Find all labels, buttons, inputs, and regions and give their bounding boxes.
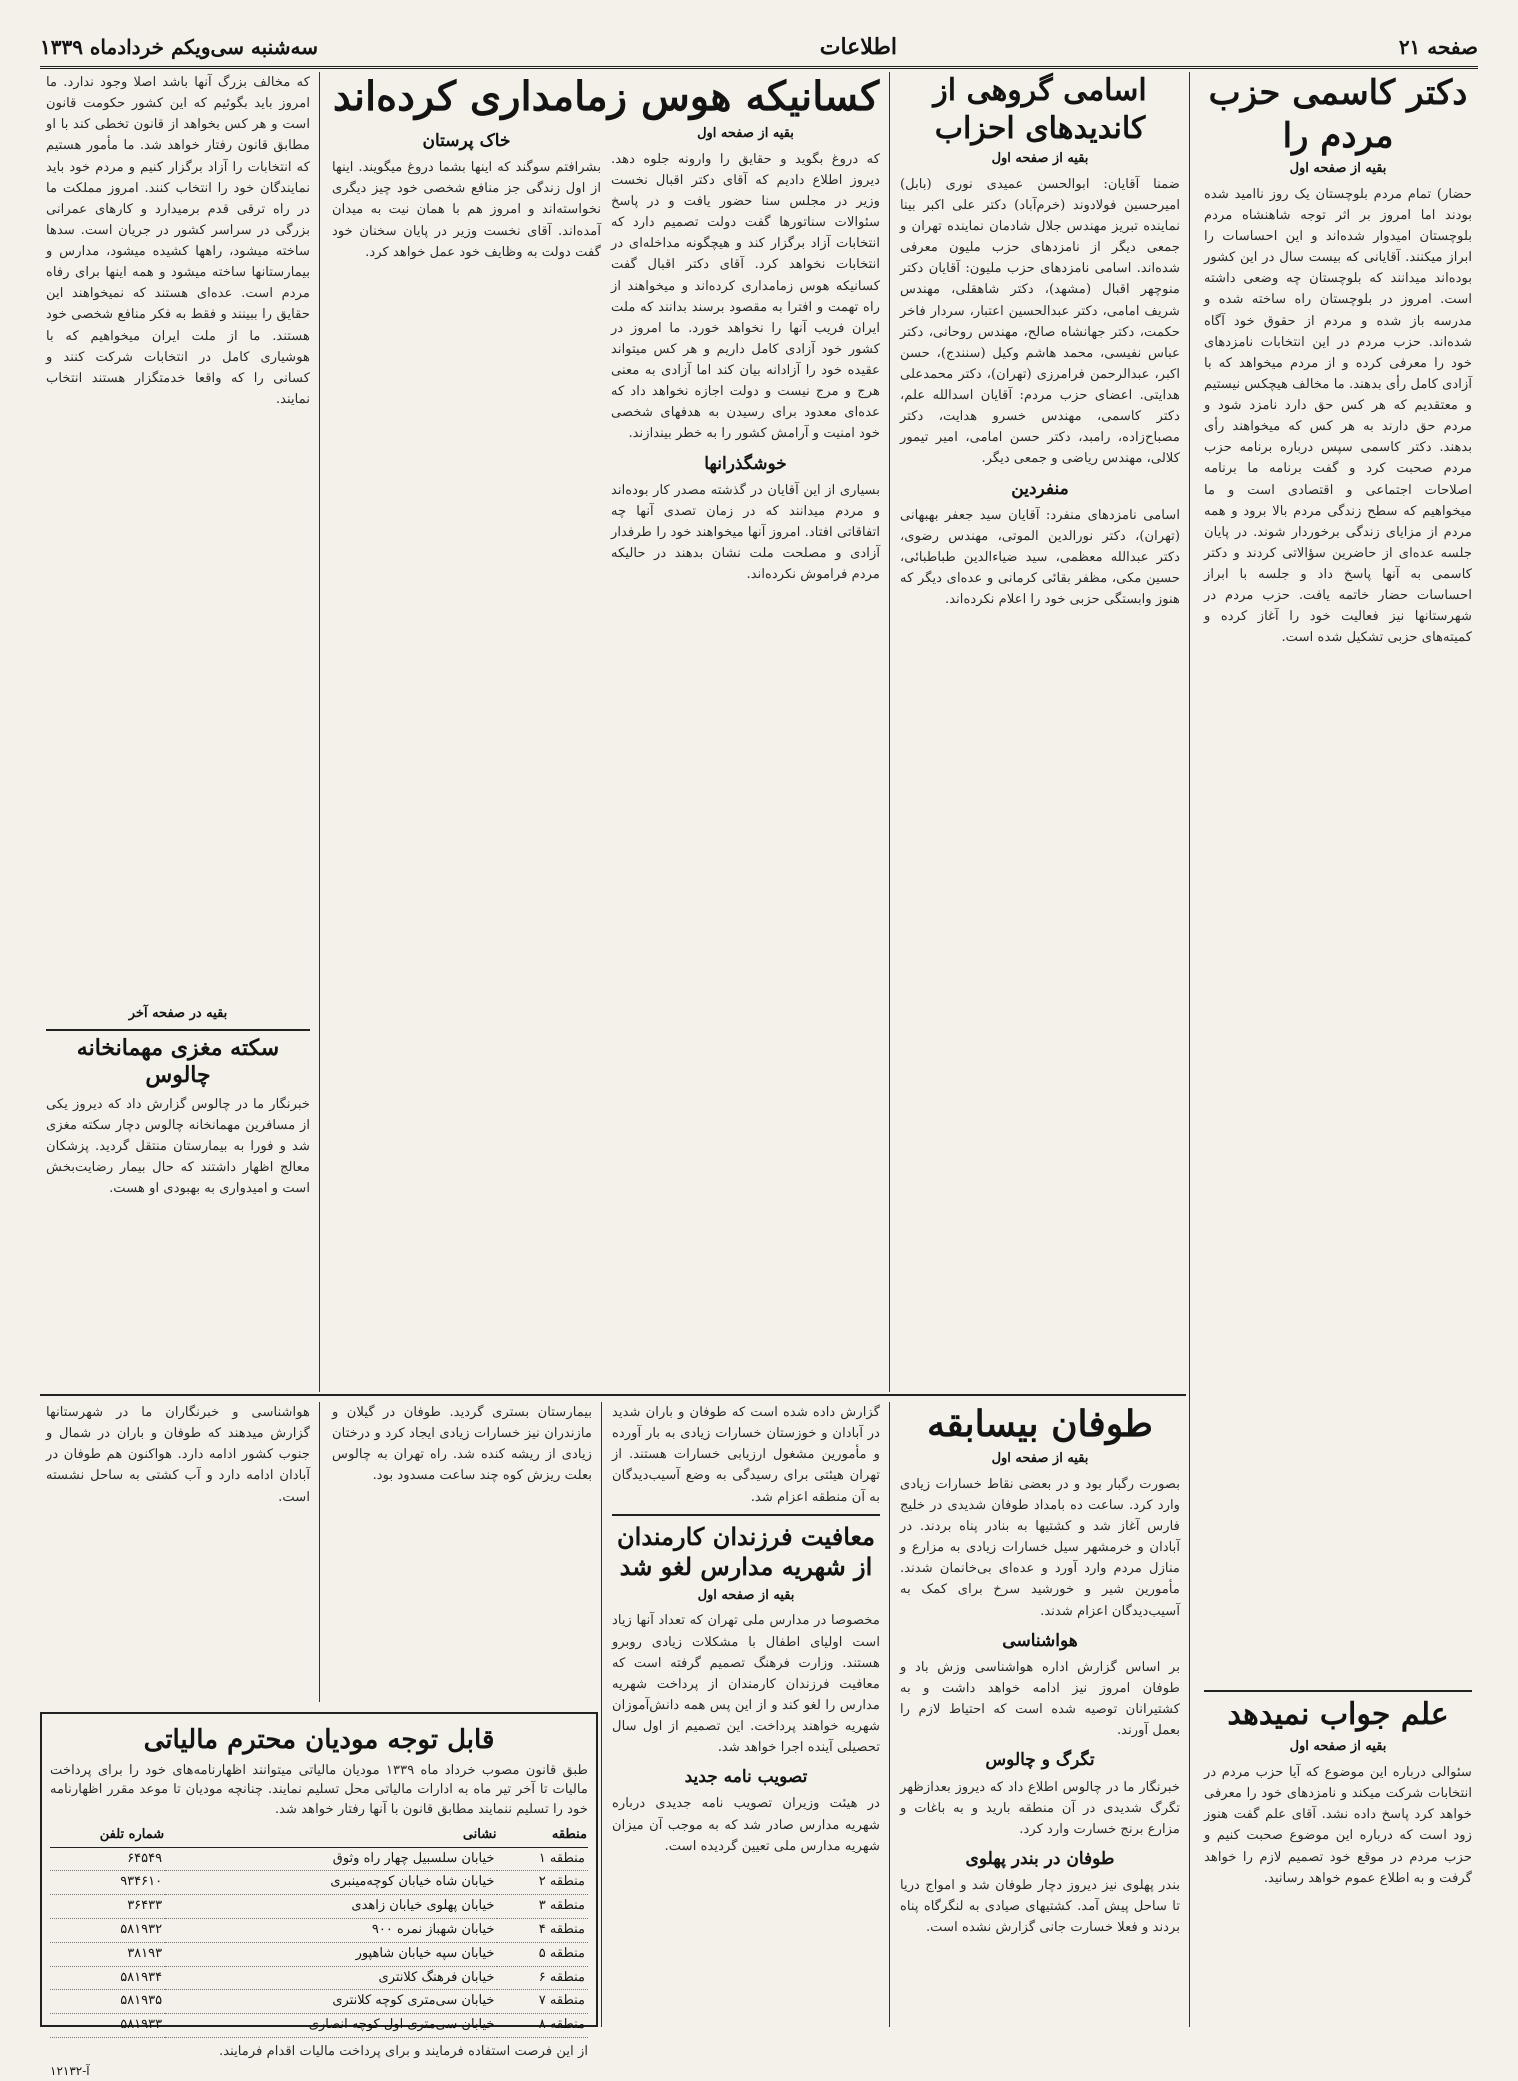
article-body-2: بسیاری از این آقایان در گذشته مصدر کار بوده‌اند و مردم میدانند که در زمان تصدی آنها چه اتفاقاتی افتاد. امروز آنها میخواهند خود را طرفدار آزادی و مصلحت ملت نشان بدهند در حالیکه مردم فراموش نکرده‌اند.	[611, 482, 880, 583]
section-independents: منفردین	[1011, 478, 1069, 499]
article-body-3: بشرافتم سوگند که اینها بشما دروغ میگویند. اینها از اول زندگی جز منافع شخصی خود چیز دیگری نخواسته‌اند و امروز هم با همان نیت به میدان آمده‌اند. آقای نخست وزیر در پایان سخنان خود گفت دولت به وظایف خود عمل خواهد کرد.	[332, 160, 601, 260]
headline-kasemi: دکتر کاسمی حزب مردم را	[1208, 73, 1468, 156]
tax-notice-body: طبق قانون مصوب خرداد ماه ۱۳۳۹ مودیان مالیاتی میتوانند اظهارنامه‌های خود را برای پرداخت مالیات تا آخر تیر ماه به ادارات مالیاتی محل تسلیم نمایند. چنانچه مودیان تا موعد مقرر اظهارنامه خود را تسلیم ننمایند مطابق قانون با آنها رفتار خواهد شد.	[50, 1762, 589, 1818]
article-body-2: بر اساس گزارش اداره هواشناسی وزش باد و طوفان امروز نیز ادامه خواهد داشت و به کشتیرانان توصیه شده است که احتیاط لازم را بعمل آورند.	[900, 1659, 1180, 1739]
page-number: صفحه ۲۱	[1398, 35, 1478, 59]
tax-notice-headline: قابل توجه مودیان محترم مالیاتی	[143, 1725, 495, 1755]
article-body-exemption: مخصوصا در مدارس ملی تهران که تعداد آنها زیاد است اولیای اطفال با مشکلات زیادی روبرو هستند. وزارت فرهنگ تصمیم گرفته است که معافیت فرزندان کارمندان از پرداخت شهریه مدارس را لغو کند و از این پس همه دانش‌آموزان شهریه خواهند پرداخت. این تصمیم از اول سال تحصیلی آینده اجرا خواهد شد.	[612, 1613, 880, 1756]
column-candidates	[894, 72, 1186, 1392]
table-row: منطقه ۳ خیابان پهلوی خیابان زاهدی ۳۶۴۳۳	[50, 1895, 588, 1919]
article-body-hospital: بیمارستان بستری گردید. طوفان در گیلان و مازندران نیز خسارات زیادی ایجاد کرد و درختان زیادی از ریشه کنده شد. راه تهران به چالوس بعلت ریزش کوه چند ساعت مسدود بود.	[332, 1405, 592, 1484]
tax-notice	[40, 1712, 598, 2078]
headline-storm: طوفان بیسابقه	[927, 1403, 1153, 1445]
continued-label: بقیه از صفحه اول	[991, 151, 1089, 166]
issue-date: سه‌شنبه سی‌ویکم خردادماه ۱۳۳۹	[40, 35, 318, 59]
section-pahlavi: طوفان در بندر پهلوی	[965, 1848, 1115, 1869]
article-grid	[40, 72, 1478, 2078]
table-row: منطقه ۴ خیابان شهباز نمره ۹۰۰ ۵۸۱۹۳۲	[50, 1919, 588, 1943]
column-storm	[894, 1402, 1186, 2027]
article-body: که دروغ بگوید و حقایق را وارونه جلوه دهد. دیروز اطلاع دادیم که آقای دکتر اقبال نخست وزیر در مجلس سنا حضور یافت و در پاسخ سئوالات سناتورها گفت دولت تصمیم دارد که انتخابات آزاد برگزار کند و هیچگونه مداخله‌ای در انتخابات نخواهد کرد. آقای دکتر اقبال گفت کسانیکه هوس زمامداری کرده‌اند و میخواهند از راه تهمت و افترا به مقصود برسند بدانند که ملت ایران فریب آنها را نخواهد خورد. ما امروز در کشور خود آزادی کامل داریم و هر کس میتواند عقیده خود را آزادانه بیان کند اما آزادی به معنی هرج و مرج نیست و دولت اجازه نخواهد داد که عده‌ای معدود برای رسیدن به هدفهای شخصی خود امنیت و آرامش کشور را به خطر بیندازند.	[611, 151, 880, 442]
article-body-4: بندر پهلوی نیز دیروز دچار طوفان شد و امواج دریا تا ساحل پیش آمد. کشتیهای صیادی به لنگرگاه پناه بردند و فعلا خسارت جانی گزارش نشده است.	[900, 1878, 1180, 1936]
article-body-decree: در هیئت وزیران تصویب نامه جدیدی درباره شهریه مدارس صادر شد که به موجب آن میزان شهریه مدارس ملی تعیین گردیده است.	[612, 1796, 880, 1854]
article-body-2: خبرنگار ما در چالوس گزارش داد که دیروز یکی از مسافرین مهمانخانه چالوس دچار سکته مغزی شد و فورا به بیمارستان منتقل گردید. پزشکان معالج اظهار داشتند که حال بیمار رضایت‌بخش است و امیدواری به بهبودی او هست.	[46, 1096, 310, 1197]
table-row: منطقه ۲ خیابان شاه خیابان کوچه‌مینبری ۹۳۴۶۱۰	[50, 1871, 588, 1895]
col-header-address: نشانی	[165, 1824, 497, 1847]
tax-office-table	[50, 1824, 588, 2038]
tax-notice-footer: از این فرصت استفاده فرمایند و برای پرداخت مالیات اقدام فرمایند.	[219, 2044, 588, 2060]
headline-alam: علم جواب نمیدهد	[1227, 1696, 1449, 1732]
table-row: منطقه ۷ خیابان سی‌متری کوچه کلانتری ۵۸۱۹۳۵	[50, 1990, 588, 2014]
column-weather-right	[40, 1402, 316, 1702]
continued-label-exempt: بقیه از صفحه اول	[697, 1587, 795, 1603]
article-body-weather: هواشناسی و خبرنگاران ما در شهرستانها گزارش میدهند که طوفان و باران در شمال و جنوب کشور ادامه دارد. هواکنون هم طوفان در آبادان ادامه دارد و آب کشتی به ساحل نشسته است.	[46, 1405, 310, 1505]
continued-label: بقیه از صفحه اول	[697, 126, 794, 141]
column-storm-cont	[606, 1402, 886, 2027]
column-left	[40, 72, 316, 1392]
table-row: منطقه ۵ خیابان سپه خیابان شاهپور ۳۸۱۹۳	[50, 1942, 588, 1966]
table-row: منطقه ۶ خیابان فرهنگ کلانتری ۵۸۱۹۳۴	[50, 1966, 588, 1990]
headline-exemption: معافیت فرزندان کارمندان از شهریه مدارس لغو شد	[617, 1521, 875, 1581]
article-body: که مخالف بزرگ آنها باشد اصلا وجود ندارد. ما امروز باید بگوئیم که این کشور حکومت قانون است و هر کس بخواهد از قانون تخطی کند با او مطابق قانون رفتار خواهد شد. ما مأمور هستیم که انتخابات را آزاد برگزار کنیم و مردم خود باید نمایندگان خود را انتخاب کنند. امروز مملکت ما در راه ترقی قدم برمیدارد و کارهای عمرانی بزرگی در سراسر کشور در جریان است. سدها ساخته میشود، راهها کشیده میشود، مدارس و بیمارستانها ساخته میشود و همه اینها برای رفاه مردم است. عده‌ای هستند که نمیخواهند این حقایق را ببینند و فقط به فکر منافع شخصی خود هستند. ما از ملت ایران میخواهیم که با هوشیاری کامل در انتخابات شرکت کنند و کسانی را که واقعا خدمتگزار هستند انتخاب نمایند.	[46, 75, 310, 407]
col-header-phone: شماره تلفن	[50, 1824, 165, 1847]
article-body: ضمنا آقایان: ابوالحسن عمیدی نوری (بابل) امیرحسین فولادوند (خرم‌آباد) دکتر علی اکبر بینا نماینده تبریز مهندس جلال شادمان نماینده تهران و جمعی دیگر از نامزدهای حزب ملیون معرفی شده‌اند. اسامی نامزدهای حزب ملیون: آقایان دکتر منوچهر اقبال (مشهد)، دکتر شاهقلی، مهندس شریف امامی، دکتر عبدالحسین اعتبار، سردار فاخر حکمت، دکتر جهانشاه صالح، مهندس روحانی، دکتر عباس نفیسی، محمد هاشم وکیل (سنندج)، حسن اکبر، عبدالرحمن فرامرزی (تهران)، دکتر محمدعلی هدایتی. اعضای حزب مردم: آقایان اسدالله علم، دکتر کاسمی، مهندس خسرو هدایت، دکتر مصباح‌زاده، رامبد، دکتر حسن امامی، امیر تیمور کلالی، مهندس ریاضی و جمعی دیگر.	[900, 176, 1180, 467]
tax-notice-code: آ-۱۲۱۳۲	[50, 2063, 90, 2078]
headline-ambition: کسانیکه هوس زمامداری کرده‌اند	[332, 73, 880, 120]
section-hail: تگرگ و چالوس	[985, 1750, 1095, 1771]
continued-label: بقیه از صفحه اول	[991, 1451, 1089, 1466]
article-body-2: اسامی نامزدهای منفرد: آقایان سید جعفر بهبهانی (تهران)، دکتر نورالدین الموتی، مهندس رضوی، دکتر عبدالله معظمی، سید ضیاءالدین طباطبائی، حسین مکی، مظفر بقائی کرمانی و عده‌ای دیگر که هنوز وابستگی حزبی خود را اعلام نکرده‌اند.	[900, 507, 1180, 608]
headline-candidates: اسامی گروهی از کاندیدهای احزاب	[933, 73, 1147, 146]
column-ambition	[326, 72, 886, 1392]
article-body: بصورت رگبار بود و در بعضی نقاط خسارات زیادی وارد کرد. ساعت ده بامداد طوفان شدیدی در خلیج فارس آغاز شد و کشتیها به بنادر پناه بردند. در آبادان و خرمشهر سیل خسارات زیادی به مزارع و منازل مردم وارد آورد و عده‌ای بی‌خانمان شدند. مأمورین شیر و خورشید سرخ برای کمک به آسیب‌دیدگان اعزام شدند.	[900, 1476, 1180, 1619]
section-revelers: خوشگذرانها	[704, 453, 787, 474]
paper-name: اطلاعات	[819, 34, 898, 60]
article-body-3: خبرنگار ما در چالوس اطلاع داد که دیروز بعدازظهر تگرگ شدیدی در آن منطقه بارید و به باغات و مزارع برنج خسارت وارد کرد.	[900, 1779, 1180, 1837]
section-soil: خاک پرستان	[422, 131, 511, 151]
masthead	[40, 28, 1478, 69]
table-row: منطقه ۱ خیابان سلسبیل چهار راه وثوق ۶۴۵۴۹	[50, 1847, 588, 1871]
col-header-area: منطقه	[497, 1824, 588, 1847]
column-kasemi	[1198, 72, 1478, 2027]
headline-chalus-hotel: سکته مغزی مهمانخانه چالوس	[76, 1034, 280, 1089]
article-body-2: سئوالی درباره این موضوع که آیا حزب مردم در انتخابات شرکت میکند و نامزدهای خود را معرفی خواهد کرد پاسخ داده نشد. آقای علم گفت هنوز زود است که درباره این موضوع صحبت کنیم و حزب مردم در موقع خود تصمیم لازم را خواهد گرفت و به اطلاع عموم خواهد رسانید.	[1204, 1765, 1472, 1886]
table-row: منطقه ۸ خیابان سی‌متری اول کوچه انصاری ۵۸۱۹۳۳	[50, 2014, 588, 2038]
continued-next: بقیه در صفحه آخر	[128, 1006, 228, 1021]
section-new-decree: تصویب نامه جدید	[684, 1767, 808, 1788]
continued-label: بقیه از صفحه اول	[1289, 161, 1387, 176]
section-weather: هواشناسی	[1002, 1630, 1078, 1651]
article-body-abadan: گزارش داده شده است که طوفان و باران شدید در آبادان و خوزستان خسارات زیادی به بار آورده و مأمورین مشغول ارزیابی خسارات هستند. از تهران هیئتی برای رسیدگی به وضع آسیب‌دیدگان به آن منطقه اعزام شد.	[612, 1405, 880, 1505]
continued-label-2: بقیه از صفحه اول	[1289, 1739, 1387, 1755]
article-body: حضار) تمام مردم بلوچستان یک روز ناامید شده بودند اما امروز بر اثر توجه شاهنشاه مردم بلوچستان امیدوار شده‌اند و این احساسات را ابراز میکنند. آقایانی که بیست سال در این کشور بوده‌اند میدانند که بلوچستان چه وضعی داشته است. امروز در بلوچستان راه ساخته شده و مدرسه باز شده و مردم از حقوق خود آگاه شده‌اند. حزب مردم در این انتخابات نامزدهای خود را معرفی کرده و از مردم میخواهد که با آزادی کامل رأی بدهند. ما مخالف هیچکس نیستیم و معتقدیم که هر کس حق دارد نامزد شود و مردم حق دارند به هر کس که میخواهند رأی بدهند. دکتر کاسمی سپس درباره برنامه حزب مردم صحبت کرد و گفت برنامه ما برنامه اصلاحات اجتماعی و اقتصادی است و ما میخواهیم که سطح زندگی مردم بالا برود و همه مردم از مزایای زندگی برخوردار شوند. در پایان جلسه عده‌ای از حاضرین سؤالاتی کردند و دکتر کاسمی به آنها پاسخ داد و جلسه با ابراز احساسات حضار خاتمه یافت. حزب مردم در شهرستانها نیز فعالیت خود را آغاز کرده و کمیته‌های حزبی تشکیل شده است.	[1204, 186, 1472, 646]
